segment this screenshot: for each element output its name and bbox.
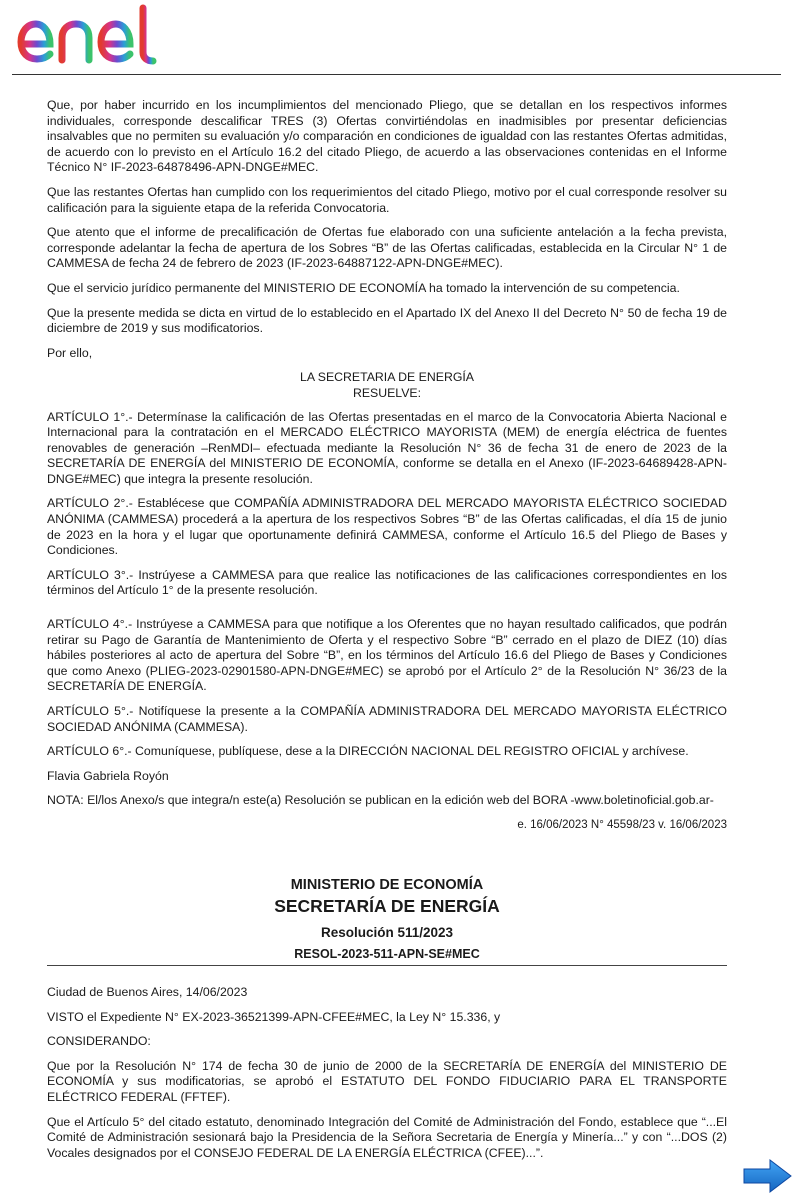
section-divider <box>47 965 727 966</box>
resolution-code: RESOL-2023-511-APN-SE#MEC <box>294 947 480 961</box>
ministry-heading: MINISTERIO DE ECONOMÍA <box>290 877 484 893</box>
header-divider <box>12 74 781 75</box>
considerando-heading: CONSIDERANDO: <box>47 1034 151 1049</box>
considerando-paragraph: Que el Artículo 5° del citado estatuto, denominado Integración del Comité de Administración del Fondo, establece que “...El Comité de Administración sesionará bajo la Presidencia de la Señora Secretaria de Energía y Minería...” y con “...DOS (2) Vocales designados por el CONSEJO FEDERAL DE LA ENERGÍA ELÉCTRICA (CFEE)...”. <box>47 1114 727 1160</box>
article-6: ARTÍCULO 6°.- Comuníquese, publíquese, dese a la DIRECCIÓN NACIONAL DEL REGISTRO OFICIAL y archívese. <box>47 744 689 759</box>
por-ello-text: Por ello, <box>47 345 93 360</box>
article-2: ARTÍCULO 2°.- Establécese que COMPAÑÍA ADMINISTRADORA DEL MERCADO MAYORISTA ELÉCTRICO SOCIEDAD ANÓNIMA (CAMMESA) procederá a la apertura de los respectivos Sobres “B” de las Ofertas calificadas, el día 15 de junio de 2023 en la hora y el lugar que oportunamente definirá CAMMESA, conforme el Artículo 16.5 del Pliego de Bases y Condiciones. <box>47 496 727 558</box>
signatory-name: Flavia Gabriela Royón <box>47 768 169 783</box>
annex-note: NOTA: El/los Anexo/s que integra/n este(a) Resolución se publican en la edición web del BORA -www.boletinoficial.gob.ar- <box>47 793 714 808</box>
visto-paragraph: VISTO el Expediente N° EX-2023-36521399-APN-CFEE#MEC, la Ley N° 15.336, y <box>47 1009 501 1024</box>
considerando-paragraph: Que atento que el informe de precalificación de Ofertas fue elaborado con una suficiente antelación a la fecha prevista, corresponde adelantar la fecha de apertura de los Sobres “B” de las Ofertas calificadas, establecida en la Circular N° 1 de CAMMESA de fecha 24 de febrero de 2023 (IF-2023-64887122-APN-DNGE#MEC). <box>47 225 727 271</box>
article-1: ARTÍCULO 1°.- Determínase la calificación de las Ofertas presentadas en el marco de la Convocatoria Abierta Nacional e Internacional para la contratación en el MERCADO ELÉCTRICO MAYORISTA (MEM) de energía eléctrica de fuentes renovables de generación –RenMDI– efectuada mediante la Resolución N° 36 de fecha 31 de enero de 2023 de la SECRETARÍA DE ENERGÍA del MINISTERIO DE ECONOMÍA, conforme se detalla en el Anexo (IF-2023-64689428-APN-DNGE#MEC) que integra la presente resolución. <box>47 409 727 486</box>
considerando-paragraph: Que, por haber incurrido en los incumplimientos del mencionado Pliego, que se detallan en los respectivos informes individuales, corresponde descalificar TRES (3) Ofertas convirtiéndolas en inadmisibles por presentar deficiencias insalvables que no permiten su evaluación y/o comparación en condiciones de igualdad con las restantes Ofertas admitidas, de acuerdo con lo previsto en el Artículo 16.2 del citado Pliego, de acuerdo a las observaciones contenidas en el Informe Técnico N° IF-2023-64878496-APN-DNGE#MEC. <box>47 98 727 175</box>
considerando-paragraph: Que la presente medida se dicta en virtud de lo establecido en el Apartado IX del Anexo II del Decreto N° 50 de fecha 19 de diciembre de 2019 y sus modificatorios. <box>47 305 727 336</box>
considerando-paragraph: Que el servicio jurídico permanente del MINISTERIO DE ECONOMÍA ha tomado la intervención de su competencia. <box>47 280 680 295</box>
secretaria-heading: SECRETARÍA DE ENERGÍA <box>274 896 500 916</box>
resolution-continuation <box>47 98 727 843</box>
considerando-paragraph: Que las restantes Ofertas han cumplido con los requerimientos del citado Pliego, motivo por el cual corresponde resolver su calificación para la siguiente etapa de la referida Convocatoria. <box>47 184 727 215</box>
article-5: ARTÍCULO 5°.- Notifíquese la presente a la COMPAÑÍA ADMINISTRADORA DEL MERCADO MAYORISTA ELÉCTRICO SOCIEDAD ANÓNIMA (CAMMESA). <box>47 704 727 734</box>
considerando-paragraph: Que por la Resolución N° 174 de fecha 30 de junio de 2000 de la SECRETARÍA DE ENERGÍA del MINISTERIO DE ECONOMÍA y sus modificatorias, se aprobó el ESTATUTO DEL FONDO FIDUCIARIO PARA EL TRANSPORTE ELÉCTRICO FEDERAL (FFTEF). <box>47 1058 727 1104</box>
enel-logo <box>16 4 184 68</box>
arrow-right-icon[interactable] <box>740 1157 794 1195</box>
resolution-authority: LA SECRETARIA DE ENERGÍA <box>299 370 475 385</box>
publication-reference: e. 16/06/2023 N° 45598/23 v. 16/06/2023 <box>517 818 727 831</box>
resolution-number: Resolución 511/2023 <box>320 925 454 940</box>
article-3: ARTÍCULO 3°.- Instrúyese a CAMMESA para que realice las notificaciones de las calificaciones correspondientes en los términos del Artículo 1° de la presente resolución. <box>47 567 727 598</box>
article-4: ARTÍCULO 4°.- Instrúyese a CAMMESA para que notifique a los Oferentes que no hayan resultado calificados, que podrán retirar su Pago de Garantía de Mantenimiento de Oferta y el respectivo Sobre “B” cerrado en el plazo de DIEZ (10) días hábiles posteriores al acto de apertura del Sobre “B”, en los términos del Artículo 16.6 del Pliego de Bases y Condiciones que como Anexo (PLIEG-2023-02901580-APN-DNGE#MEC) se aprobó por el Artículo 2° de la Resolución N° 36/23 de la SECRETARÍA DE ENERGÍA. <box>47 617 727 694</box>
resolution-header <box>47 876 727 964</box>
resolution-body <box>47 985 727 1170</box>
date-line: Ciudad de Buenos Aires, 14/06/2023 <box>47 985 248 999</box>
resuelve-heading: RESUELVE: <box>352 385 422 400</box>
